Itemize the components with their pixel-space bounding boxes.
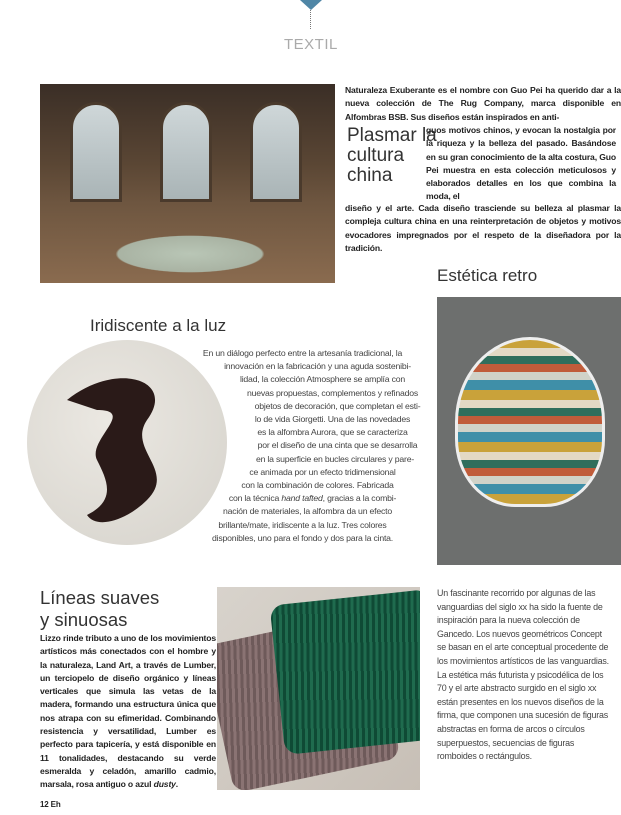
article2-line: por el diseño de una cinta que se desarrolla: [257, 440, 418, 451]
article2-line: es la alfombra Aurora, que se caracteriza: [257, 427, 408, 438]
palace-rug-photo: [40, 84, 335, 283]
article2-line: brillante/mate, iridiscente a la luz. Tres colores: [218, 519, 387, 530]
article2-line: nuevas propuestas, complementos y refinados: [246, 387, 419, 398]
text-italic: hand tafted: [281, 493, 323, 504]
section-title: TEXTIL: [284, 36, 338, 53]
text: , gracias a la combi-: [322, 493, 397, 504]
article1-title: Plasmar la cultura china: [347, 125, 437, 186]
dotted-divider: [310, 10, 311, 29]
article2-title: Iridiscente a la luz: [90, 316, 227, 335]
text: Lizzo rinde tributo a uno de los movimientos artísticos más conectados con el hombre y la naturaleza, Land Art, a través de Lumber, un terciopelo de diseño orgánico y líneas verticales que simula las vetas de la madera, formando una estructura única que nos atrapa con su efimeridad. Combinando resistencia y versatilidad, Lumber es perfecto para tapicería, y está disponible en 11 tonalidades, destacando su verde esmeralda y celadón, amarillo cadmio, marsala, rosa antiguo o azul: [40, 633, 216, 790]
article4-title: [40, 587, 159, 631]
article2-line: En un diálogo perfecto entre la artesanía tradicional, la: [202, 348, 403, 358]
article2-line: disponibles, uno para el fondo y dos para la cinta.: [211, 532, 394, 543]
article2-line: objetos de decoración, que completan el esti-: [254, 400, 421, 411]
retro-chair-photo: [437, 297, 621, 565]
article4-body: [40, 632, 216, 792]
article2-line: lidad, la colección Atmosphere se amplía con: [239, 374, 406, 385]
velvet-pillows-photo: [217, 587, 420, 790]
article2-line: en la superficie en bucles circulares y pare-: [255, 453, 415, 464]
article2-line: con la combinación de colores. Fabricada: [241, 480, 394, 491]
article1-tail: diseño y el arte. Cada diseño trasciende su belleza al plasmar la compleja cultura china en una reinterpretación de objetos y motivos evocadores impregnados por el respeto de la diseñadora por la tradición.: [345, 203, 621, 253]
section-marker-icon: [300, 0, 322, 10]
page-number: 12 Eh: [40, 800, 61, 809]
article2-line: nación de materiales, la alfombra da un efecto: [223, 506, 392, 517]
article1-wrap: guos motivos chinos, y evocan la nostalgia por la riqueza y la belleza del pasado. Basándose en su gran conocimiento de la alta costura, Guo Pei muestra en esta colección meticulosos y elaborados detalles en los que combina la moda, el: [426, 125, 616, 202]
article2-line: innovación en la fabricación y una aguda sostenibi-: [224, 361, 411, 372]
article2-body: [180, 347, 425, 545]
text: con la técnica: [228, 493, 282, 504]
article3-title: Estética retro: [437, 266, 538, 285]
text: .: [175, 779, 179, 790]
article1-lead: Naturaleza Exuberante es el nombre con Guo Pei ha querido dar a la nueva colección de The Rug Company, marca disponible en Alfombras BSB. Sus diseños están inspirados en anti-: [345, 85, 621, 122]
text-italic: dusty: [153, 779, 176, 790]
article2-line: ce animada por un efecto tridimensional: [249, 466, 396, 477]
title-line: y sinuosas: [40, 609, 128, 630]
title-line: Líneas suaves: [40, 587, 160, 608]
article3-body: Un fascinante recorrido por algunas de las vanguardias del siglo xx ha sido la fuente de inspiración para la nueva colección de Gancedo. Los nuevos geométricos Concept se basan en el arte conceptual procedente de los movimientos artísticos de las vanguardias. La estética más futurista y psicodélica de los 70 y el arte abstracto surgido en el siglo xx están presentes en los nuevos diseños de la firma, que componen una sucesión de figuras abstractas en forma de arcos o círculos superpuestos, secuencias de figuras romboides o rectángulos.: [437, 588, 609, 762]
article2-line: lo de vida Giorgetti. Una de las novedades: [254, 414, 411, 425]
